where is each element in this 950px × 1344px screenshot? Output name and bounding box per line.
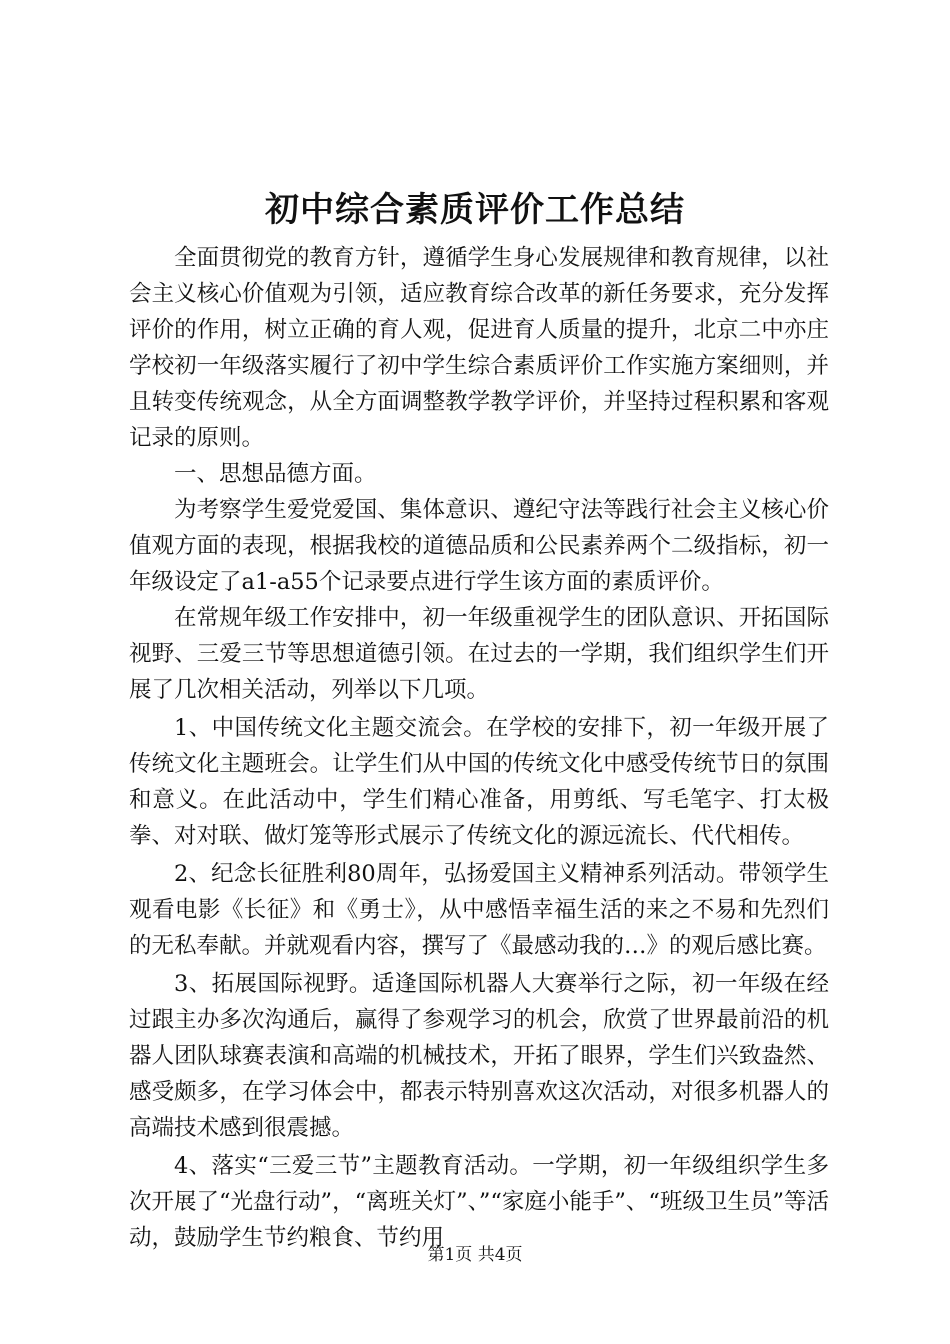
document-body xyxy=(129,240,829,1256)
paragraph-item-4: 4、落实“三爱三节”主题教育活动。一学期，初一年级组织学生多次开展了“光盘行动”，“离班关灯”、”“家庭小能手”、“班级卫生员”等活动，鼓励学生节约粮食、节约用 xyxy=(129,1153,829,1251)
paragraph-item-1: 1、中国传统文化主题交流会。在学校的安排下，初一年级开展了传统文化主题班会。让学生们从中国的传统文化中感受传统节日的氛围和意义。在此活动中，学生们精心准备，用剪纸、写毛笔字、打太极拳、对对联、做灯笼等形式展示了传统文化的源远流长、代代相传。 xyxy=(129,715,829,849)
section-heading-moral: 一、思想品德方面。 xyxy=(174,461,377,487)
paragraph-routine-work: 在常规年级工作安排中，初一年级重视学生的团队意识、开拓国际视野、三爱三节等思想道德引领。在过去的一学期，我们组织学生们开展了几次相关活动，列举以下几项。 xyxy=(129,605,829,703)
paragraph-moral-evaluation: 为考察学生爱党爱国、集体意识、遵纪守法等践行社会主义核心价值观方面的表现，根据我校的道德品质和公民素养两个二级指标，初一年级设定了a1-a55个记录要点进行学生该方面的素质评价。 xyxy=(129,497,829,595)
paragraph-intro: 全面贯彻党的教育方针，遵循学生身心发展规律和教育规律，以社会主义核心价值观为引领，适应教育综合改革的新任务要求，充分发挥评价的作用，树立正确的育人观，促进育人质量的提升，北京二中亦庄学校初一年级落实履行了初中学生综合素质评价工作实施方案细则，并且转变传统观念，从全方面调整教学教学评价，并坚持过程积累和客观记录的原则。 xyxy=(129,245,829,451)
paragraph-item-2: 2、纪念长征胜利80周年，弘扬爱国主义精神系列活动。带领学生观看电影《长征》和《勇士》，从中感悟幸福生活的来之不易和先烈们的无私奉献。并就观看内容，撰写了《最感动我的…》的观后感比赛。 xyxy=(129,861,829,959)
document-title: 初中综合素质评价工作总结 xyxy=(265,190,685,230)
paragraph-item-3: 3、拓展国际视野。适逢国际机器人大赛举行之际，初一年级在经过跟主办多次沟通后，赢得了参观学习的机会，欣赏了世界最前沿的机器人团队球赛表演和高端的机械技术，开拓了眼界，学生们兴致盎然、感受颇多，在学习体会中，都表示特别喜欢这次活动，对很多机器人的高端技术感到很震撼。 xyxy=(129,971,829,1141)
page-footer: 第1页 共4页 xyxy=(427,1245,523,1265)
